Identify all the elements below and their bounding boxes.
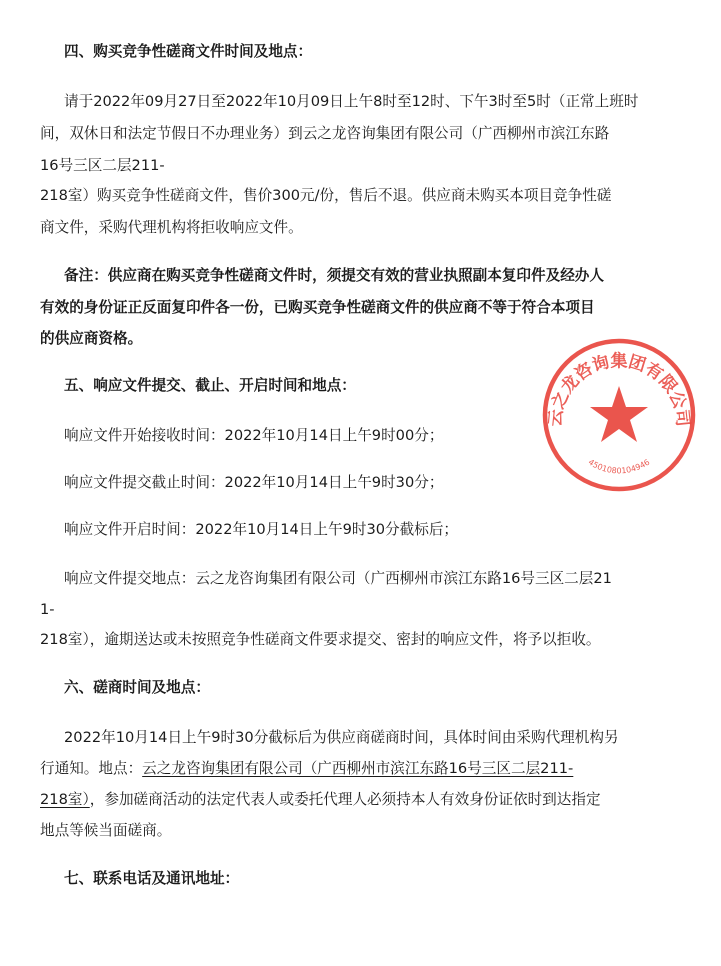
section-4-text-line: 间，双休日和法定节假日不办理业务）到云之龙咨询集团有限公司（广西柳州市滨江东路 xyxy=(40,125,610,142)
section-7-heading: 七、联系电话及通讯地址： xyxy=(64,870,240,887)
location-address-link: 218室） xyxy=(40,791,90,808)
negotiation-time-line: 2022年10月14日上午9时30分截标后为供应商磋商时间，具体时间由采购代理机构另 xyxy=(64,729,619,746)
negotiation-location-line xyxy=(40,790,601,810)
seal-company-name: 云之龙咨询集团有限公司 xyxy=(545,351,693,428)
section-4-heading: 四、购买竞争性磋商文件时间及地点： xyxy=(64,43,313,60)
section-6-heading: 六、磋商时间及地点： xyxy=(64,679,210,696)
section-4-text-line: 16号三区二层211- xyxy=(40,157,165,174)
star-icon xyxy=(590,386,648,442)
seal-code: 4501080104946 xyxy=(586,457,652,476)
response-deadline: 响应文件提交截止时间：2022年10月14日上午9时30分； xyxy=(64,474,444,491)
section-4-text-line: 请于2022年09月27日至2022年10月09日上午8时至12时、下午3时至5时（正常上班时 xyxy=(64,93,639,110)
response-location-line: 响应文件提交地点：云之龙咨询集团有限公司（广西柳州市滨江东路16号三区二层21 xyxy=(64,570,612,587)
note-line: 备注：供应商在购买竞争性磋商文件时，须提交有效的营业执照副本复印件及经办人 xyxy=(64,267,604,284)
response-location-line: 218室），逾期送达或未按照竞争性磋商文件要求提交、密封的响应文件，将予以拒收。 xyxy=(40,631,601,648)
section-4-text-line: 商文件，采购代理机构将拒收响应文件。 xyxy=(40,219,303,236)
section-5-heading: 五、响应文件提交、截止、开启时间和地点： xyxy=(64,377,356,394)
response-open-time: 响应文件开启时间：2022年10月14日上午9时30分截标后； xyxy=(64,521,459,538)
location-address-link: 云之龙咨询集团有限公司（广西柳州市滨江东路16号三区二层211- xyxy=(142,760,574,777)
attendance-requirement: ，参加磋商活动的法定代表人或委托代理人必须持本人有效身份证依时到达指定 xyxy=(89,791,601,808)
location-prefix: 行通知。地点： xyxy=(40,760,143,777)
response-location-line: 1- xyxy=(40,601,55,618)
negotiation-location-line xyxy=(40,759,573,779)
note-line: 的供应商资格。 xyxy=(40,330,143,347)
section-4-text-line: 218室）购买竞争性磋商文件，售价300元/份，售后不退。供应商未购买本项目竞争性磋 xyxy=(40,187,612,204)
negotiation-location-line: 地点等候当面磋商。 xyxy=(40,822,172,839)
response-start-time: 响应文件开始接收时间：2022年10月14日上午9时00分； xyxy=(64,427,444,444)
company-seal xyxy=(540,336,698,494)
note-line: 有效的身份证正反面复印件各一份，已购买竞争性磋商文件的供应商不等于符合本项目 xyxy=(40,299,595,316)
